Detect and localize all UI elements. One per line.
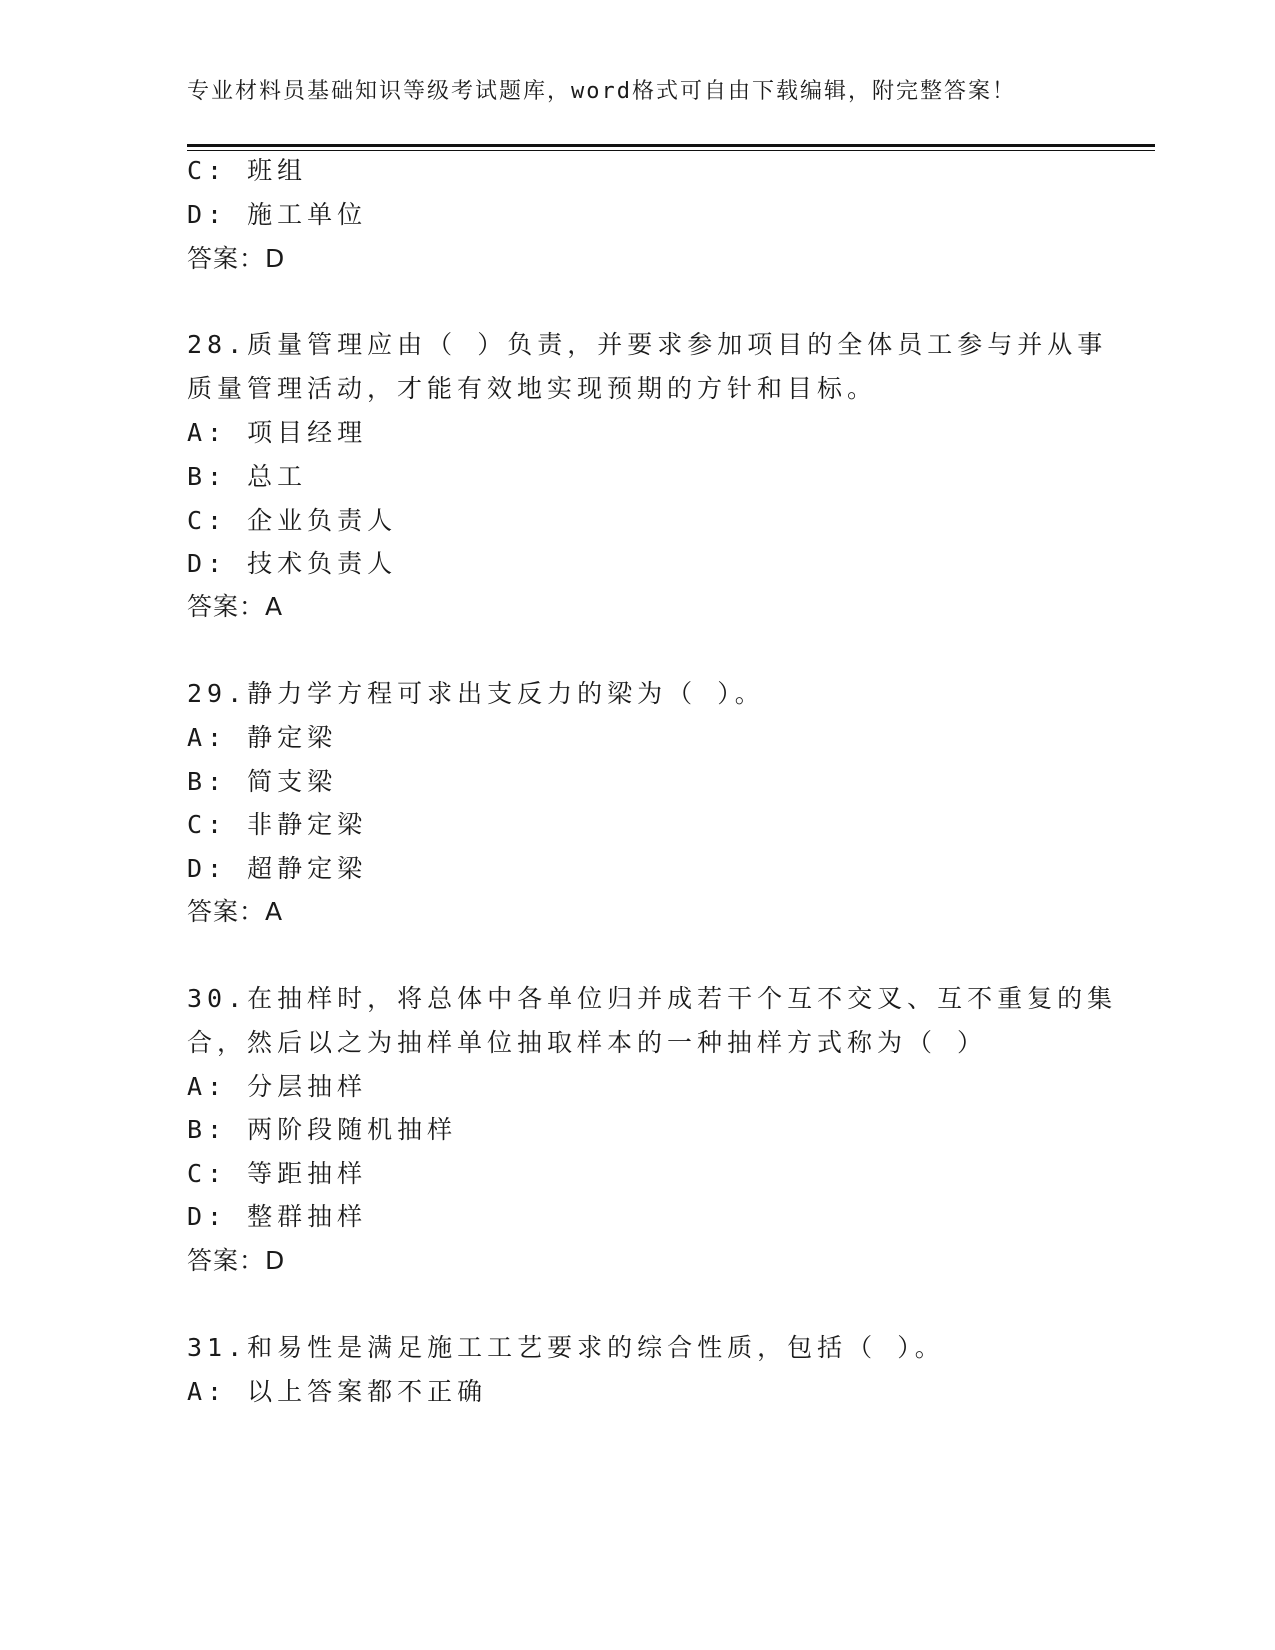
q28-option-c: C: 企业负责人 (187, 506, 398, 535)
q31-stem-line-1: 31.和易性是满足施工工艺要求的综合性质，包括（ ）。 (187, 1333, 945, 1362)
q30-answer: 答案：D (187, 1246, 286, 1275)
q29-option-d: D: 超静定梁 (187, 854, 368, 883)
header-rule-thin (187, 150, 1155, 151)
q30-option-d: D: 整群抽样 (187, 1202, 368, 1231)
q30-stem-line-1: 30.在抽样时，将总体中各单位归并成若干个互不交叉、互不重复的集 (187, 984, 1118, 1013)
q29-option-c: C: 非静定梁 (187, 810, 368, 839)
prev-option-d: D: 施工单位 (187, 200, 368, 229)
q28-answer: 答案：A (187, 592, 284, 621)
q31-option-a: A: 以上答案都不正确 (187, 1377, 488, 1406)
q29-answer: 答案：A (187, 897, 284, 926)
q30-option-a: A: 分层抽样 (187, 1072, 368, 1101)
q29-option-a: A: 静定梁 (187, 723, 338, 752)
q28-option-d: D: 技术负责人 (187, 549, 398, 578)
q30-option-c: C: 等距抽样 (187, 1159, 368, 1188)
header-rule-thick (187, 144, 1155, 147)
q30-stem-line-2: 合，然后以之为抽样单位抽取样本的一种抽样方式称为（ ） (187, 1028, 988, 1057)
q28-stem-line-2: 质量管理活动，才能有效地实现预期的方针和目标。 (187, 374, 878, 403)
q28-option-b: B: 总工 (187, 462, 308, 491)
prev-option-c: C: 班组 (187, 156, 308, 185)
q29-stem-line-1: 29.静力学方程可求出支反力的梁为（ ）。 (187, 679, 765, 708)
q29-option-b: B: 简支梁 (187, 767, 338, 796)
q30-option-b: B: 两阶段随机抽样 (187, 1115, 458, 1144)
page-header: 专业材料员基础知识等级考试题库，word格式可自由下载编辑，附完整答案！ (187, 79, 1016, 104)
prev-answer: 答案：D (187, 244, 286, 273)
q28-option-a: A: 项目经理 (187, 418, 368, 447)
q28-stem-line-1: 28.质量管理应由（ ）负责，并要求参加项目的全体员工参与并从事 (187, 330, 1108, 359)
